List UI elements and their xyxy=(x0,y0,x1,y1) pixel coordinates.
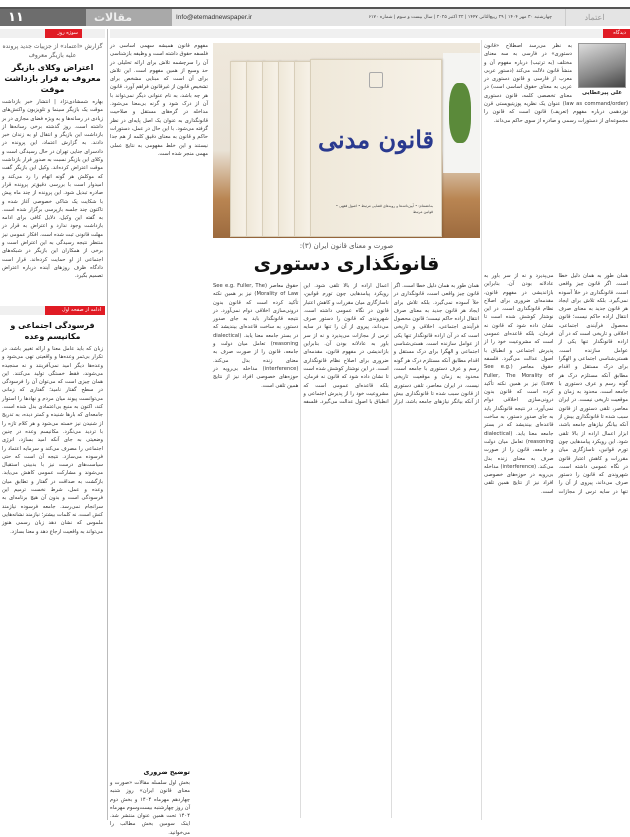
article-body-columns: همان طور به همان دلیل خطا است. اگر قانون چیز واقعی است، قانونگذاری در خلأ آسوده نمی‌گیرد. بلکه تلاش برای ایجاد هر قانون جدید به معنای صرف انتقال اراده حاکم نیست؛ قانون محصول فرآیندی اجتماعی، اخلاقی و تاریخی است که در آن اراده قانونگذار تنها یکی از عوامل سازنده است. هستی‌شناسی اجتماعی و الهگرا برای درک مستقل و اقدام مطابق آنکه مستلزم درک هر گونه رسم و عرف دستوری با جامعه است، محدود به زمان و موقعیت تاریخی نیست. در ایران معاصر، تلقی دستوری از قانون سبب شده تا قانونگذاری بیش از آنکه بیانگر نیازهای جامعه باشد، ابزار اعمال اراده از بالا تلقی شود. این رویکرد پیامدهایی چون تورم قوانین، ناسازگاری میان مقررات و کاهش اعتبار قانون در نگاه عمومی داشته است. شهروندی که قانون را دستور صرف می‌داند، پیروی از آن را تنها در سایه ترس از مجازات می‌پذیرد و نه از سر باور به عادلانه بودن آن. بنابراین بازاندیشی در مفهوم قانون، مقدمه‌ای ضروری برای اصلاح نظام قانونگذاری است. در این نوشتار کوشش شده است تا نشان داده شود که قانون نه فرمان، بلکه قاعده‌ای عمومی است که مشروعیت خود را از پذیرش اجتماعی و انطباق با اصول عدالت می‌گیرد. فلسفه حقوق معاصر (See e.g. Fuller, The Morality of Law) نیز بر همین نکته تأکید کرده است که قانون بدون درونی‌سازی اخلاقی دوام نمی‌آورد. در نتیجه قانونگذار باید به جای صدور دستور، به ساخت قاعده‌ای بیندیشد که در بستر جامعه معنا یابد. (dialectical reasoning) تعامل میان دولت و جامعه، قانون را از صورت صرف به معنای زنده بدل می‌کند. (interference) مداخله بی‌رویه در حوزه‌های خصوصی افراد نیز از نتایج همین تلقی است. xyxy=(213,283,479,406)
book-title: قانون مدنی xyxy=(318,125,434,154)
left-story xyxy=(2,42,103,298)
continued-label: ادامه از صفحه اول xyxy=(45,306,105,315)
main-article-column: مفهوم قانون همیشه سهمی اساسی در فلسفه حقوق داشته است و وظیفه بازشناسی آن را سرچشمه تلاش برای ارائه تحلیلی در حد وسیع از همین مفهوم است. این تلاش برای آن است که مبنایی مشخص برای تشخیص قانون از غیرقانون فراهم آورد. قانون هر چه باشد، به نام عنوانی دیگر نمی‌تواند با آن از درک شود و گرنه بی‌معنا می‌شود. مداخله در گره‌های مستقل و صلاحیت قانونگذاری به عنوان یک اصل پایه‌ای در نظر گرفته می‌شود. با این حال در عمل، دستورات حاکم و قانون به معنای دقیق کلمه از هم جدا نیستند و این خلط مفهومی به نتایج عملی مهمی منجر شده است. xyxy=(110,43,208,157)
main-label-strip xyxy=(110,29,630,38)
article-photo xyxy=(213,43,480,238)
column-divider xyxy=(481,40,482,820)
scales-of-justice-icon xyxy=(369,72,383,88)
author-spacer xyxy=(572,42,628,100)
article-intro xyxy=(484,42,628,270)
article-heading xyxy=(213,241,480,279)
article-headline: قانونگذاری دستوری xyxy=(253,253,440,275)
column-divider xyxy=(107,29,108,820)
book-credits: به‌انضمام: • آیین‌نامه‌ها و رویه‌های قضایی مرتبط • اصول فقهی • قوانین مرتبط xyxy=(335,204,433,214)
article-intro-text: به نظر می‌رسد اصطلاح «قانون دستوری» در فارسی به سه معنای مختلف (به ترتیب) درباره مفهوم آن و منشأ قانون دلالت می‌کند (دستور عربی معرب از فارسی و قانون دستوری در عربی به معنای حقوق اساسی است) در معنای تخصصی کلمه، قانون دستوری (law as command/order) عنوان یک نظریه پوزیتیویستی قرن نوزدهمی درباره مفهوم (تعریف) قانون است که قانون را مجموعه‌ای از دستورات رسمی و صادره از سوی حاکم می‌داند. xyxy=(484,43,629,124)
section-label-viewpoint: دیدگاه xyxy=(603,29,630,38)
plant xyxy=(449,83,471,143)
note-title: توضیح ضروری xyxy=(143,768,190,776)
article-kicker: صورت و معنای قانون ایران (۳): xyxy=(299,242,394,250)
left-story-body: بهاره شمشادی‌نژاد | انتشار خبر بازداشت موقت یک بازیگر سینما و تلویزیون واکنش‌های زیادی در رسانه‌ها و به ویژه فضای مجازی در بر داشته است. روز گذشته برخی رسانه‌ها از بازداشت این بازیگر و انتقال او به زندان خبر دادند. به گزارش اعتماد، این پرونده در دادسرای جنایی تهران در حال رسیدگی است و وکلای این بازیگر نسبت به صدور قرار بازداشت موقت اعتراض کرده‌اند. وکیل این بازیگر گفت که موکلش هر گونه اتهام را رد می‌کند و امیدوار است با بررسی دقیق‌تر پرونده قرار صادره تبدیل شود. این پرونده از چند ماه پیش با شکایت یک شاکی خصوصی آغاز شده و تاکنون چند جلسه بازپرسی برگزار شده است. به گفته این وکیل، دلایل کافی برای ادامه بازداشت وجود ندارد و اعتراض به قرار در مهلت قانونی ثبت شده است. افکار عمومی نیز منتظر نتیجه رسیدگی به این اعتراض است و برخی از همکاران این بازیگر در شبکه‌های اجتماعی از او حمایت کرده‌اند. قرار است دادگاه ظرف روزهای آینده درباره اعتراض تصمیم بگیرد. xyxy=(2,99,103,280)
author-name: علی پیرعطایی xyxy=(581,90,623,96)
left-story2-body: زبان که باید عامل معنا و ارائه تغییر باشد، در تکرار بی‌ثمر وعده‌ها و واقعیتی تهی می‌شود و وعده‌ها دیگر امید نمی‌آفرینند و نه سنجیده می‌شوند، فقط خستگی تولید می‌کنند. این همان چیزی است که می‌توان آن را فرسودگی در سطح گفتار نامید؛ گفتاری که زمانی می‌توانست پیوند میان مردم و نهادها را استوار کند، اکنون به منبع بی‌اعتمادی بدل شده است. جامعه‌ای که بارها شنیده و کمتر دیده، به تدریج از شنیدن نیز خسته می‌شود و هر کلام تازه را با تردید می‌نگرد. مکانیسم وعده در چنین وضعیتی به جای آنکه امید بسازد، انرژی اجتماعی را مصرف می‌کند و سرمایه اعتماد را فرسوده می‌سازد. نتیجه آن است که حتی سیاست‌های درست نیز با بدبینی استقبال می‌شوند و مشارکت عمومی کاهش می‌یابد. بازگشت به صداقت در گفتار و تطابق میان وعده و عمل، شرط نخست ترمیم این فرسودگی است و بدون آن هیچ برنامه‌ای به سرانجام نمی‌رسد. جامعه فرسوده نیازمند کنش است، نه کلمات بیشتر؛ نیازمند نشانه‌هایی ملموس که نشان دهد زبان رسمی هنوز می‌تواند به واقعیت ارجاع دهد و معنا بسازد. xyxy=(2,346,103,535)
left-story-kicker: گزارش «اعتماد» از جزییات جدید پرونده علیه بازیگر معروف xyxy=(2,43,103,59)
article-body-right: همان طور به همان دلیل خطا است. اگر قانون چیز واقعی است، قانونگذاری در خلأ آسوده نمی‌گیرد. بلکه تلاش برای ایجاد هر قانون جدید به معنای صرف انتقال اراده حاکم نیست؛ قانون محصول فرآیندی اجتماعی، اخلاقی و تاریخی است که در آن اراده قانونگذار تنها یکی از عوامل سازنده است. هستی‌شناسی اجتماعی و الهگرا برای درک مستقل و اقدام مطابق آنکه مستلزم درک هر گونه رسم و عرف دستوری با جامعه است، محدود به زمان و موقعیت تاریخی نیست. در ایران معاصر، تلقی دستوری از قانون سبب شده تا قانونگذاری بیش از آنکه بیانگر نیازهای جامعه باشد، ابزار اعمال اراده از بالا تلقی شود. این رویکرد پیامدهایی چون تورم قوانین، ناسازگاری میان مقررات و کاهش اعتبار قانون در نگاه عمومی داشته است. شهروندی که قانون را دستور صرف می‌داند، پیروی از آن را تنها در سایه ترس از مجازات می‌پذیرد و نه از سر باور به عادلانه بودن آن. بنابراین بازاندیشی در مفهوم قانون، مقدمه‌ای ضروری برای اصلاح نظام قانونگذاری است. در این نوشتار کوشش شده است تا نشان داده شود که قانون نه فرمان، بلکه قاعده‌ای عمومی است که مشروعیت خود را از پذیرش اجتماعی و انطباق با اصول عدالت می‌گیرد. فلسفه حقوق معاصر (See e.g. Fuller, The Morality of Law) نیز بر همین نکته تأکید کرده است که قانون بدون درونی‌سازی اخلاقی دوام نمی‌آورد. در نتیجه قانونگذار باید به جای صدور دستور، به ساخت قاعده‌ای بیندیشد که در بستر جامعه معنا یابد. (dialectical reasoning) تعامل میان دولت و جامعه، قانون را از صورت صرف به معنای زنده بدل می‌کند. (interference) مداخله بی‌رویه در حوزه‌های خصوصی افراد نیز از نتایج همین تلقی است. xyxy=(484,273,628,495)
date-line: چهارشنبه ۳۰ مهر ۱۴۰۴ | ۲۹ ربیع‌الثانی ۱۴۴۷ | ۲۲ اکتبر ۲۰۲۵ | سال بیست و سوم | شماره ۶۱۷۰ xyxy=(368,15,552,20)
page-number: ۱۱ xyxy=(0,9,86,26)
note-body: بخش اول سلسله مقالات «صورت و معنای قانون ایران» روز شنبه چهاردهم مهرماه ۱۴۰۴ و بخش دوم آن روز چهارشنبه بیست‌وسوم مهرماه ۱۴۰۴ تحت همین عنوان منتشر شد. اینک سومین بخش مطالب را می‌خوانید. xyxy=(110,780,190,836)
note-box xyxy=(110,768,190,836)
email-link[interactable]: Info@etemadnewspaper.ir xyxy=(176,14,252,21)
left-story2 xyxy=(2,320,103,818)
newspaper-logo: اعتماد xyxy=(565,9,623,26)
section-title: مقالات xyxy=(86,9,172,26)
left-story-headline: اعتراض وکلای بازیگر معروف به قرار بازداشت موقت xyxy=(4,63,101,94)
left-story2-headline: فرسودگی اجتماعی و مکانیسم وعده xyxy=(10,321,95,341)
section-label-story-of-day: سوژه روز xyxy=(45,29,82,38)
